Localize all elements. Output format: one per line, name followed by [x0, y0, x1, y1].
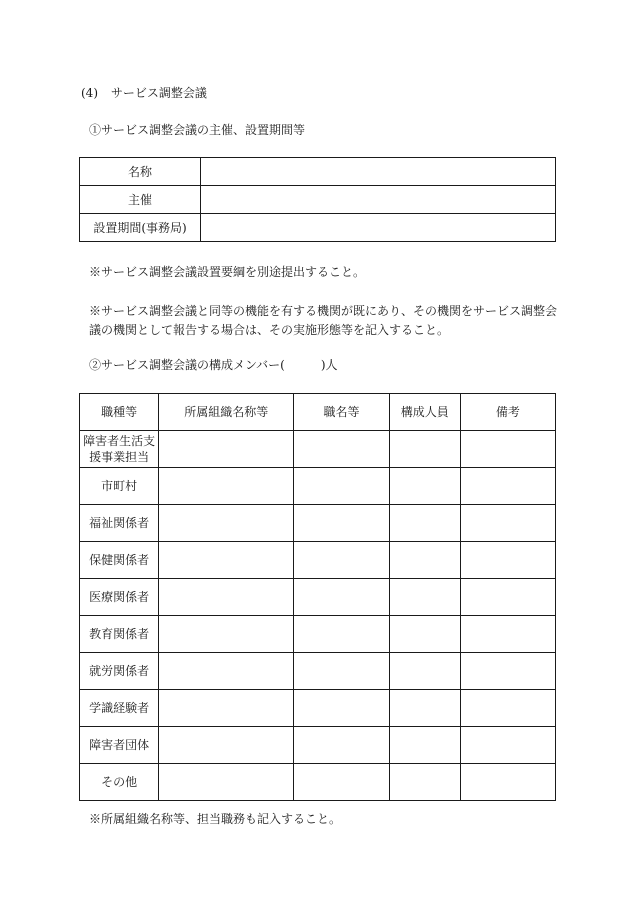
row-category: 保健関係者: [80, 542, 159, 579]
subsection-1-title: ①サービス調整会議の主催、設置期間等: [89, 123, 306, 137]
members-table: [79, 393, 556, 801]
row-label-organizer: 主催: [80, 186, 201, 214]
table-cell: [294, 542, 389, 579]
table-cell: [389, 690, 460, 727]
note-equivalent-body: ※サービス調整会議と同等の機能を有する機関が既にあり、その機関をサービス調整会議の機関として報告する場合は、その実施形態等を記入すること。: [89, 304, 558, 337]
table-cell: [159, 468, 294, 505]
row-category: 学識経験者: [80, 690, 159, 727]
table-row: [80, 653, 556, 690]
table-cell: [389, 431, 460, 468]
table-cell: [460, 431, 555, 468]
column-header: 職名等: [294, 394, 389, 431]
row-category: その他: [80, 764, 159, 801]
table-row: [80, 579, 556, 616]
row-category: 福祉関係者: [80, 505, 159, 542]
table-cell: [389, 653, 460, 690]
table-cell: [389, 542, 460, 579]
table-cell: [294, 431, 389, 468]
table-cell: [294, 579, 389, 616]
section-heading: [81, 85, 207, 101]
table-row: [80, 542, 556, 579]
table-cell: [294, 505, 389, 542]
table-cell: [294, 764, 389, 801]
table-cell: [294, 653, 389, 690]
table-cell: [159, 690, 294, 727]
table-row: [80, 505, 556, 542]
column-header: 備考: [460, 394, 555, 431]
table-cell: [389, 616, 460, 653]
column-header: 職種等: [80, 394, 159, 431]
table-cell: [460, 764, 555, 801]
table-cell: [460, 727, 555, 764]
table-cell: [460, 468, 555, 505]
table-cell: [460, 653, 555, 690]
table-row: [80, 727, 556, 764]
table-row: [80, 616, 556, 653]
table-row: [80, 431, 556, 468]
table-cell: [159, 542, 294, 579]
table-row: [80, 186, 556, 214]
table-row: [80, 764, 556, 801]
table-cell: [294, 727, 389, 764]
table-cell: [159, 579, 294, 616]
note-guidelines: ※サービス調整会議設置要綱を別途提出すること。: [89, 265, 366, 279]
row-label-period: 設置期間(事務局): [80, 214, 201, 242]
row-label-name: 名称: [80, 158, 201, 186]
row-value-period: [201, 214, 556, 242]
table-cell: [159, 764, 294, 801]
row-value-name: [201, 158, 556, 186]
table-row: [80, 468, 556, 505]
table-row: [80, 690, 556, 727]
table-cell: [460, 505, 555, 542]
row-category: 障害者団体: [80, 727, 159, 764]
table-cell: [460, 690, 555, 727]
table-cell: [159, 505, 294, 542]
table-cell: [294, 468, 389, 505]
table-cell: [159, 653, 294, 690]
table-cell: [460, 579, 555, 616]
note-fill-duties: ※所属組織名称等、担当職務も記入すること。: [89, 812, 342, 826]
table-cell: [389, 727, 460, 764]
table-cell: [159, 727, 294, 764]
table-cell: [159, 616, 294, 653]
column-header: 構成人員: [389, 394, 460, 431]
row-category-label: 障害者生活支援事業担当: [83, 434, 156, 464]
section-number: (4): [81, 86, 98, 100]
table-cell: [389, 505, 460, 542]
subsection-2-title: ②サービス調整会議の構成メンバー( )人: [89, 358, 338, 372]
row-category: [80, 431, 159, 468]
table-row: [80, 158, 556, 186]
organizer-table: [79, 157, 556, 242]
table-header-row: [80, 394, 556, 431]
column-header: 所属組織名称等: [159, 394, 294, 431]
table-cell: [294, 616, 389, 653]
row-category: 市町村: [80, 468, 159, 505]
table-cell: [389, 468, 460, 505]
table-cell: [159, 431, 294, 468]
table-cell: [294, 690, 389, 727]
table-cell: [460, 616, 555, 653]
table-cell: [389, 579, 460, 616]
table-cell: [460, 542, 555, 579]
row-category: 就労関係者: [80, 653, 159, 690]
table-cell: [389, 764, 460, 801]
row-category: 教育関係者: [80, 616, 159, 653]
section-title: サービス調整会議: [110, 86, 207, 100]
row-category: 医療関係者: [80, 579, 159, 616]
row-value-organizer: [201, 186, 556, 214]
table-row: [80, 214, 556, 242]
